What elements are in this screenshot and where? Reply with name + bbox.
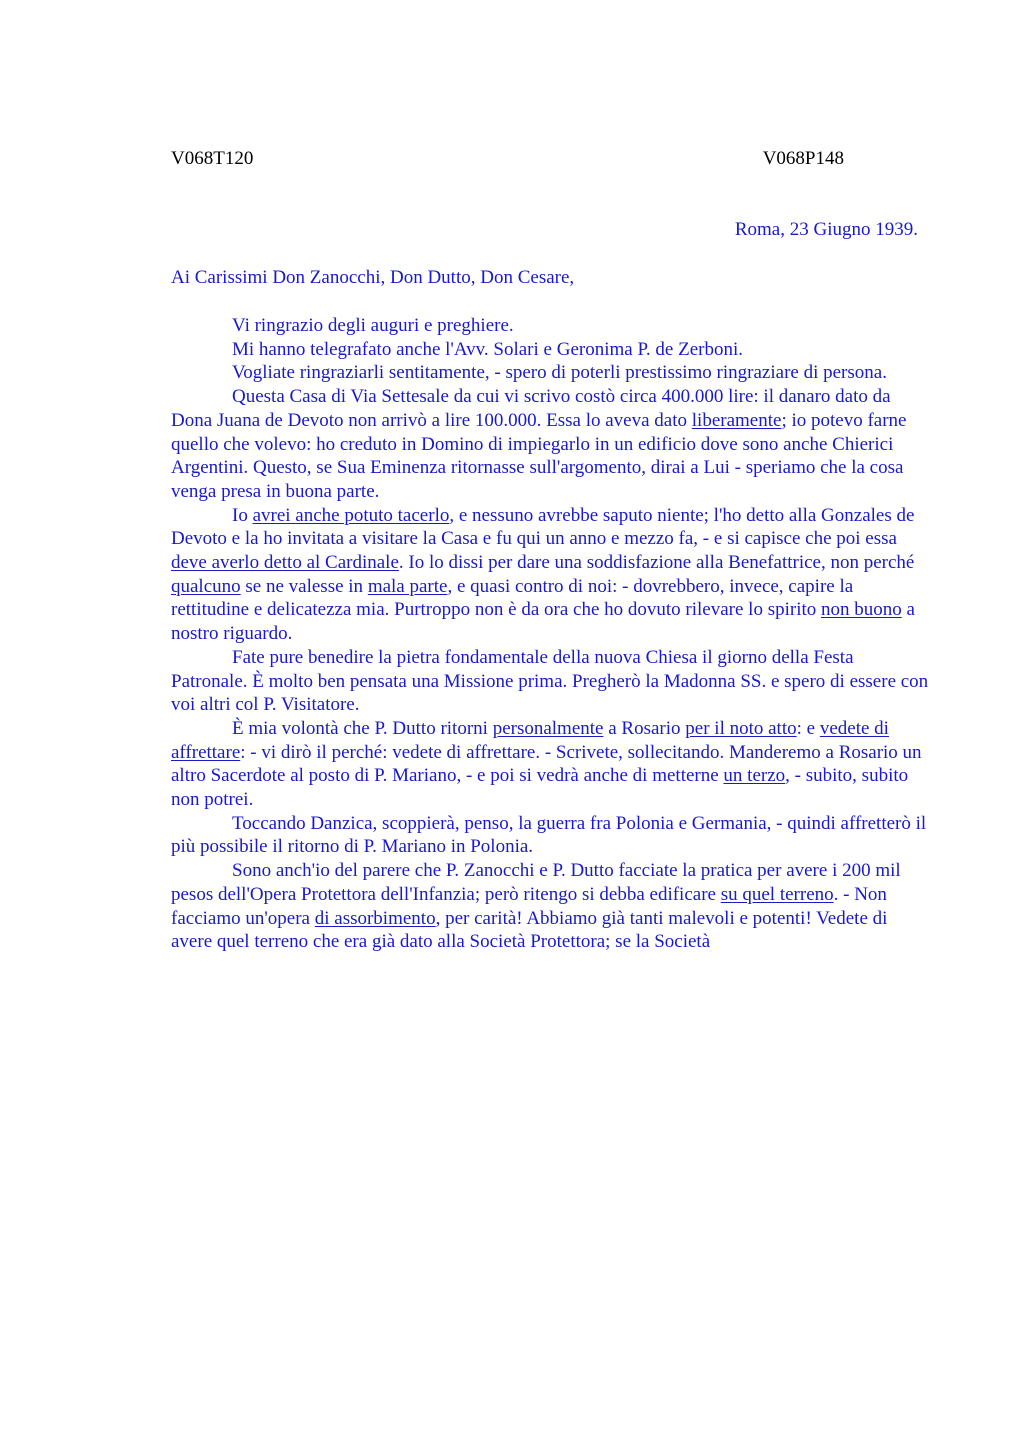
underlined-phrase: non buono: [821, 599, 902, 621]
paragraph-text: . - Non facciamo un'opera: [171, 883, 887, 929]
underlined-phrase: mala parte: [367, 575, 448, 597]
letter-salutation: Ai Carissimi Don Zanocchi, Don Dutto, Don Cesare,: [171, 267, 575, 288]
document-code-right: V068P148: [762, 148, 844, 169]
letter-paragraph: [171, 314, 929, 338]
underlined-phrase: di assorbimento: [314, 907, 436, 929]
paragraph-text: , - subito, subito non potrei.: [171, 765, 909, 811]
underlined-phrase: su quel terreno: [720, 883, 834, 905]
paragraph-text: : e: [796, 717, 820, 739]
underlined-phrase: personalmente: [492, 717, 604, 739]
letter-paragraph: [171, 859, 929, 954]
letter-paragraph: [171, 361, 929, 385]
paragraph-text: Questa Casa di Via Settesale da cui vi scrivo costò circa 400.000 lire: il danaro dato da Dona Juana de Devoto non arrivò a lire 100.000. Essa lo aveva dato: [171, 386, 891, 431]
letter-paragraph: [171, 338, 929, 362]
paragraph-text: Mi hanno telegrafato anche l'Avv. Solari e Geronima P. de Zerboni.: [232, 338, 743, 360]
letter-paragraph: [171, 717, 929, 812]
paragraph-text: È mia volontà che P. Dutto ritorni: [232, 717, 493, 739]
letter-paragraph: [171, 646, 929, 717]
document-code-left: V068T120: [171, 148, 254, 169]
paragraph-text: a Rosario: [603, 717, 686, 739]
paragraph-text: Fate pure benedire la pietra fondamentale della nuova Chiesa il giorno della Festa Patronale. È molto ben pensata una Missione prima. Pregherò la Madonna SS. e spero di essere con voi altri col P. Visitatore.: [171, 646, 929, 716]
underlined-phrase: avrei anche potuto tacerlo: [252, 504, 450, 526]
document-codes: [171, 147, 844, 171]
paragraph-text: se ne valesse in: [240, 575, 368, 597]
paragraph-text: , per carità! Abbiamo già tanti malevoli e potenti! Vedete di avere quel terreno che era già dato alla Società Protettora; se la Società: [171, 907, 888, 953]
underlined-phrase: deve averlo detto al Cardinale: [171, 552, 399, 574]
paragraph-text: Io: [232, 504, 253, 526]
paragraph-text: Vogliate ringraziarli sentitamente, - spero di poterli prestissimo ringraziare di persona.: [232, 362, 887, 384]
paragraph-text: Toccando Danzica, scoppierà, penso, la guerra fra Polonia e Germania, - quindi affretterò il più possibile il ritorno di P. Mariano in Polonia.: [171, 812, 927, 858]
letter-paragraph: [171, 504, 929, 646]
letter-date: Roma, 23 Giugno 1939.: [734, 219, 918, 240]
paragraph-text: . Io lo dissi per dare una soddisfazione alla Benefattrice, non perché: [398, 552, 915, 574]
underlined-phrase: vedete di affrettare: [171, 717, 889, 763]
paragraph-text: , e nessuno avrebbe saputo niente; l'ho detto alla Gonzales de Devoto e la ho invitata a visitare la Casa e fu qui un anno e mezzo fa, - e si capisce che poi essa: [171, 504, 915, 550]
underlined-phrase: per il noto atto: [685, 717, 797, 739]
paragraph-text: Vi ringrazio degli auguri e preghiere.: [232, 315, 514, 336]
letter-paragraph: [171, 385, 929, 504]
paragraph-text: , e quasi contro di noi: - dovrebbero, invece, capire la rettitudine e delicatezza mia. Purtroppo non è da ora che ho dovuto rilevare lo spirito: [171, 575, 854, 621]
underlined-phrase: liberamente: [691, 409, 782, 431]
underlined-phrase: qualcuno: [171, 575, 241, 597]
paragraph-text: : - vi dirò il perché: vedete di affrettare. - Scrivete, sollecitando. Manderemo a Rosario un altro Sacerdote al posto di P. Mariano, - e poi si vedrà anche di metterne: [171, 741, 922, 787]
letter-paragraph: [171, 812, 929, 859]
underlined-phrase: un terzo: [723, 765, 786, 787]
paragraph-text: Sono anch'io del parere che P. Zanocchi e P. Dutto facciate la pratica per avere i 200 mil pesos dell'Opera Protettora dell'Infanzia; però ritengo si debba edificare: [171, 860, 901, 905]
paragraph-text: a nostro riguardo.: [171, 599, 915, 645]
letter-body: [171, 314, 929, 954]
paragraph-text: ; io potevo farne quello che volevo: ho creduto in Domino di impiegarlo in un edificio dove sono anche Chierici Argentini. Questo, se Sua Eminenza ritornasse sull'argomento, dirai a Lui - speriamo che la cosa venga presa in buona parte.: [171, 409, 907, 502]
